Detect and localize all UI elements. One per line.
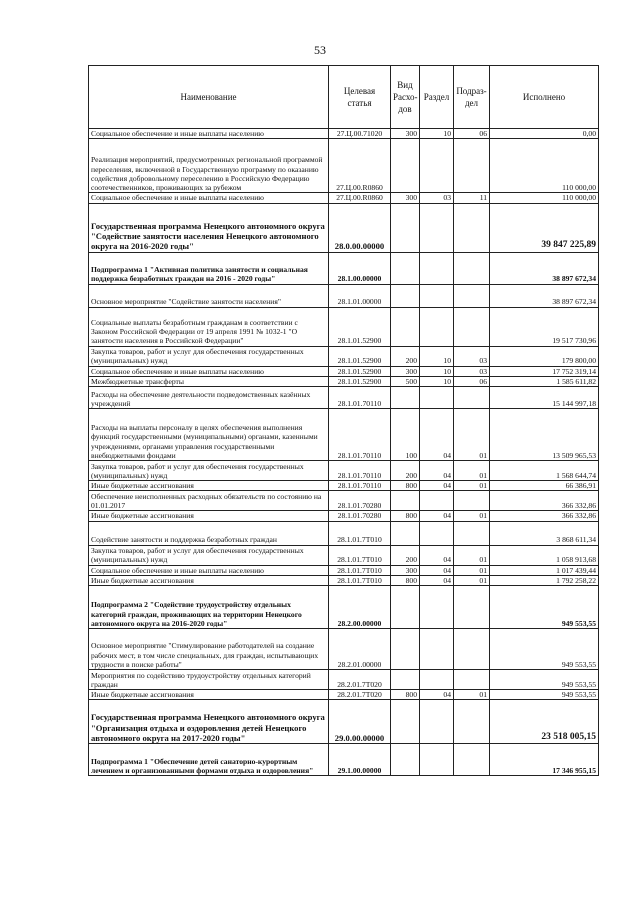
row-executed-amount: 17 346 955,15 [490,744,599,776]
row-target-article: 28.1.01.70110 [329,387,391,409]
table-header-row [89,66,599,129]
row-expense-type [391,521,420,545]
row-name: Расходы на выплаты персоналу в целях обеспечения выполнения функций государственными (муниципальными) органами, казенными учреждениями, органами управления государственными внебюджетными фондами [89,409,329,461]
table-row [89,284,599,307]
row-section: 04 [420,575,454,585]
row-executed-amount: 1 058 913,68 [490,545,599,565]
row-executed-amount: 949 553,55 [490,690,599,700]
row-executed-amount: 110 000,00 [490,139,599,193]
row-executed-amount: 13 509 965,53 [490,409,599,461]
table-row [89,700,599,744]
row-target-article: 28.1.01.52900 [329,376,391,386]
row-section: 10 [420,376,454,386]
row-target-article: 27.Ц.00.71020 [329,129,391,139]
table-row [89,139,599,193]
row-target-article: 28.1.01.52900 [329,346,391,366]
header-executed: Исполнено [490,66,599,129]
row-executed-amount: 0,00 [490,129,599,139]
row-section [420,586,454,629]
table-row [89,744,599,776]
row-name: Социальное обеспечение и иные выплаты населению [89,129,329,139]
table-row [89,481,599,491]
row-target-article: 28.1.01.7Т010 [329,565,391,575]
row-target-article: 28.0.00.00000 [329,203,391,252]
row-target-article: 28.1.01.7Т010 [329,575,391,585]
row-section: 10 [420,366,454,376]
row-name: Иные бюджетные ассигнования [89,481,329,491]
table-row [89,545,599,565]
table-row [89,461,599,481]
row-executed-amount: 949 553,55 [490,586,599,629]
row-name: Расходы на обеспечение деятельности подведомственных казённых учреждений [89,387,329,409]
row-target-article: 28.1.01.00000 [329,284,391,307]
row-section: 04 [420,565,454,575]
row-expense-type: 200 [391,346,420,366]
row-name: Подпрограмма 1 "Обеспечение детей санаторно-курортным лечением и организованными формами отдыха и оздоровления" [89,744,329,776]
row-subsection [454,387,490,409]
row-executed-amount: 366 332,86 [490,491,599,511]
row-target-article: 28.2.01.7Т020 [329,690,391,700]
table-row [89,307,599,346]
row-name: Социальное обеспечение и иные выплаты населению [89,193,329,203]
row-subsection: 01 [454,545,490,565]
row-section: 04 [420,481,454,491]
row-expense-type: 500 [391,376,420,386]
table-row [89,409,599,461]
row-target-article: 28.1.01.7Т010 [329,545,391,565]
row-subsection: 06 [454,376,490,386]
row-subsection: 01 [454,409,490,461]
row-subsection [454,252,490,284]
row-section [420,491,454,511]
row-name: Реализация мероприятий, предусмотренных региональной программой переселения, включенной в Государственную программу по оказанию содействия добровольному переселению в Российскую Федерацию соотечественников, проживающих за рубежом [89,139,329,193]
row-subsection [454,491,490,511]
header-section: Раздел [420,66,454,129]
row-target-article: 29.0.00.00000 [329,700,391,744]
row-section: 10 [420,129,454,139]
row-name: Межбюджетные трансферты [89,376,329,386]
row-section: 04 [420,545,454,565]
table-row [89,346,599,366]
row-expense-type: 200 [391,545,420,565]
row-name: Подпрограмма 1 "Активная политика занятости и социальная поддержка безработных граждан на 2016 - 2020 годы" [89,252,329,284]
row-section [420,744,454,776]
table-row [89,586,599,629]
row-subsection: 01 [454,481,490,491]
row-target-article: 28.1.01.70110 [329,461,391,481]
row-name: Социальное обеспечение и иные выплаты населению [89,565,329,575]
row-target-article: 28.1.01.52900 [329,366,391,376]
table-row [89,387,599,409]
row-target-article: 28.2.01.7Т020 [329,670,391,690]
header-expense-type: Вид Расхо-дов [391,66,420,129]
row-name: Подпрограмма 2 "Содействие трудоустройству отдельных категорий граждан, проживающих на территории Ненецкого автономного округа на 2016-2020 годы" [89,586,329,629]
table-row [89,203,599,252]
row-target-article: 27.Ц.00.R0860 [329,139,391,193]
row-subsection: 11 [454,193,490,203]
row-executed-amount: 1 792 258,22 [490,575,599,585]
row-expense-type [391,252,420,284]
row-target-article: 28.2.01.00000 [329,629,391,670]
table-row [89,565,599,575]
row-subsection [454,700,490,744]
row-name: Закупка товаров, работ и услуг для обеспечения государственных (муниципальных) нужд [89,346,329,366]
row-executed-amount: 17 752 319,14 [490,366,599,376]
row-executed-amount: 1 585 611,82 [490,376,599,386]
row-expense-type [391,387,420,409]
row-section [420,139,454,193]
row-target-article: 28.1.01.70110 [329,481,391,491]
row-expense-type [391,670,420,690]
row-expense-type: 800 [391,575,420,585]
row-executed-amount: 1 568 644,74 [490,461,599,481]
row-section: 03 [420,193,454,203]
row-expense-type: 800 [391,690,420,700]
row-name: Основное мероприятие "Стимулирование работодателей на создание рабочих мест, в том числе специальных, для граждан, испытывающих трудности в поиске работы" [89,629,329,670]
row-expense-type: 200 [391,461,420,481]
row-expense-type: 300 [391,129,420,139]
row-section [420,203,454,252]
row-subsection: 01 [454,461,490,481]
row-subsection: 03 [454,366,490,376]
row-subsection [454,670,490,690]
row-section [420,387,454,409]
row-section [420,252,454,284]
row-section [420,307,454,346]
row-target-article: 27.Ц.00.R0860 [329,193,391,203]
row-expense-type: 300 [391,193,420,203]
table-row [89,670,599,690]
page-number: 53 [314,43,326,57]
header-subsection: Подраз-дел [454,66,490,129]
row-name: Мероприятия по содействию трудоустройству отдельных категорий граждан [89,670,329,690]
row-name: Основное мероприятие "Содействие занятости населения" [89,284,329,307]
row-target-article: 28.1.01.7Т010 [329,521,391,545]
row-section [420,670,454,690]
row-name: Иные бюджетные ассигнования [89,511,329,521]
row-name: Иные бюджетные ассигнования [89,575,329,585]
row-target-article: 28.1.01.70280 [329,511,391,521]
row-target-article: 28.1.01.70110 [329,409,391,461]
row-subsection: 01 [454,575,490,585]
row-expense-type: 800 [391,481,420,491]
row-expense-type [391,284,420,307]
row-subsection [454,744,490,776]
row-section [420,284,454,307]
row-executed-amount: 19 517 730,96 [490,307,599,346]
row-name: Социальное обеспечение и иные выплаты населению [89,366,329,376]
row-subsection [454,139,490,193]
header-name: Наименование [89,66,329,129]
table-row [89,690,599,700]
row-name: Социальные выплаты безработным гражданам в соответствии с Законом Российской Федерации от 19 апреля 1991 № 1032-1 "О занятости населения в Российской Федерации" [89,307,329,346]
row-executed-amount: 15 144 997,18 [490,387,599,409]
row-expense-type [391,491,420,511]
row-subsection: 03 [454,346,490,366]
row-section: 10 [420,346,454,366]
row-executed-amount: 179 800,00 [490,346,599,366]
table-row [89,521,599,545]
budget-table [88,65,599,776]
row-subsection [454,629,490,670]
row-subsection [454,521,490,545]
row-subsection [454,284,490,307]
row-subsection: 01 [454,511,490,521]
row-executed-amount: 38 897 672,34 [490,252,599,284]
row-name: Иные бюджетные ассигнования [89,690,329,700]
row-expense-type [391,700,420,744]
row-expense-type [391,139,420,193]
row-name: Содействие занятости и поддержка безработных граждан [89,521,329,545]
row-subsection [454,307,490,346]
row-executed-amount: 366 332,86 [490,511,599,521]
table-row [89,129,599,139]
row-section [420,700,454,744]
row-expense-type: 800 [391,511,420,521]
row-name: Закупка товаров, работ и услуг для обеспечения государственных (муниципальных) нужд [89,461,329,481]
row-name: Закупка товаров, работ и услуг для обеспечения государственных (муниципальных) нужд [89,545,329,565]
row-section: 04 [420,461,454,481]
table-row [89,629,599,670]
row-section: 04 [420,409,454,461]
table-row [89,193,599,203]
table-row [89,376,599,386]
row-name: Обеспечение неисполненных расходных обязательств по состоянию на 01.01.2017 [89,491,329,511]
row-subsection: 06 [454,129,490,139]
row-expense-type [391,307,420,346]
table-row [89,491,599,511]
row-executed-amount: 3 868 611,34 [490,521,599,545]
row-section [420,521,454,545]
row-expense-type [391,629,420,670]
row-expense-type [391,744,420,776]
row-executed-amount: 23 518 005,15 [490,700,599,744]
row-section: 04 [420,511,454,521]
row-target-article: 28.2.00.00000 [329,586,391,629]
row-subsection [454,203,490,252]
row-expense-type: 300 [391,366,420,376]
row-expense-type [391,203,420,252]
row-expense-type [391,586,420,629]
row-section [420,629,454,670]
row-executed-amount: 1 017 439,44 [490,565,599,575]
table-row [89,511,599,521]
row-target-article: 28.1.01.52900 [329,307,391,346]
header-target-article: Целевая статья [329,66,391,129]
row-target-article: 28.1.00.00000 [329,252,391,284]
row-subsection: 01 [454,690,490,700]
row-section: 04 [420,690,454,700]
row-name: Государственная программа Ненецкого автономного округа "Содействие занятости населения Ненецкого автономного округа на 2016-2020 годы" [89,203,329,252]
row-target-article: 28.1.01.70280 [329,491,391,511]
row-expense-type: 300 [391,565,420,575]
row-executed-amount: 39 847 225,89 [490,203,599,252]
table-row [89,575,599,585]
table-body [89,129,599,776]
row-subsection: 01 [454,565,490,575]
table-row [89,366,599,376]
row-executed-amount: 949 553,55 [490,629,599,670]
row-executed-amount: 110 000,00 [490,193,599,203]
row-executed-amount: 38 897 672,34 [490,284,599,307]
row-executed-amount: 949 553,55 [490,670,599,690]
row-executed-amount: 66 386,91 [490,481,599,491]
row-expense-type: 100 [391,409,420,461]
row-subsection [454,586,490,629]
row-target-article: 29.1.00.00000 [329,744,391,776]
table-row [89,252,599,284]
row-name: Государственная программа Ненецкого автономного округа "Организация отдыха и оздоровления детей Ненецкого автономного округа на 2017-2020 годы" [89,700,329,744]
